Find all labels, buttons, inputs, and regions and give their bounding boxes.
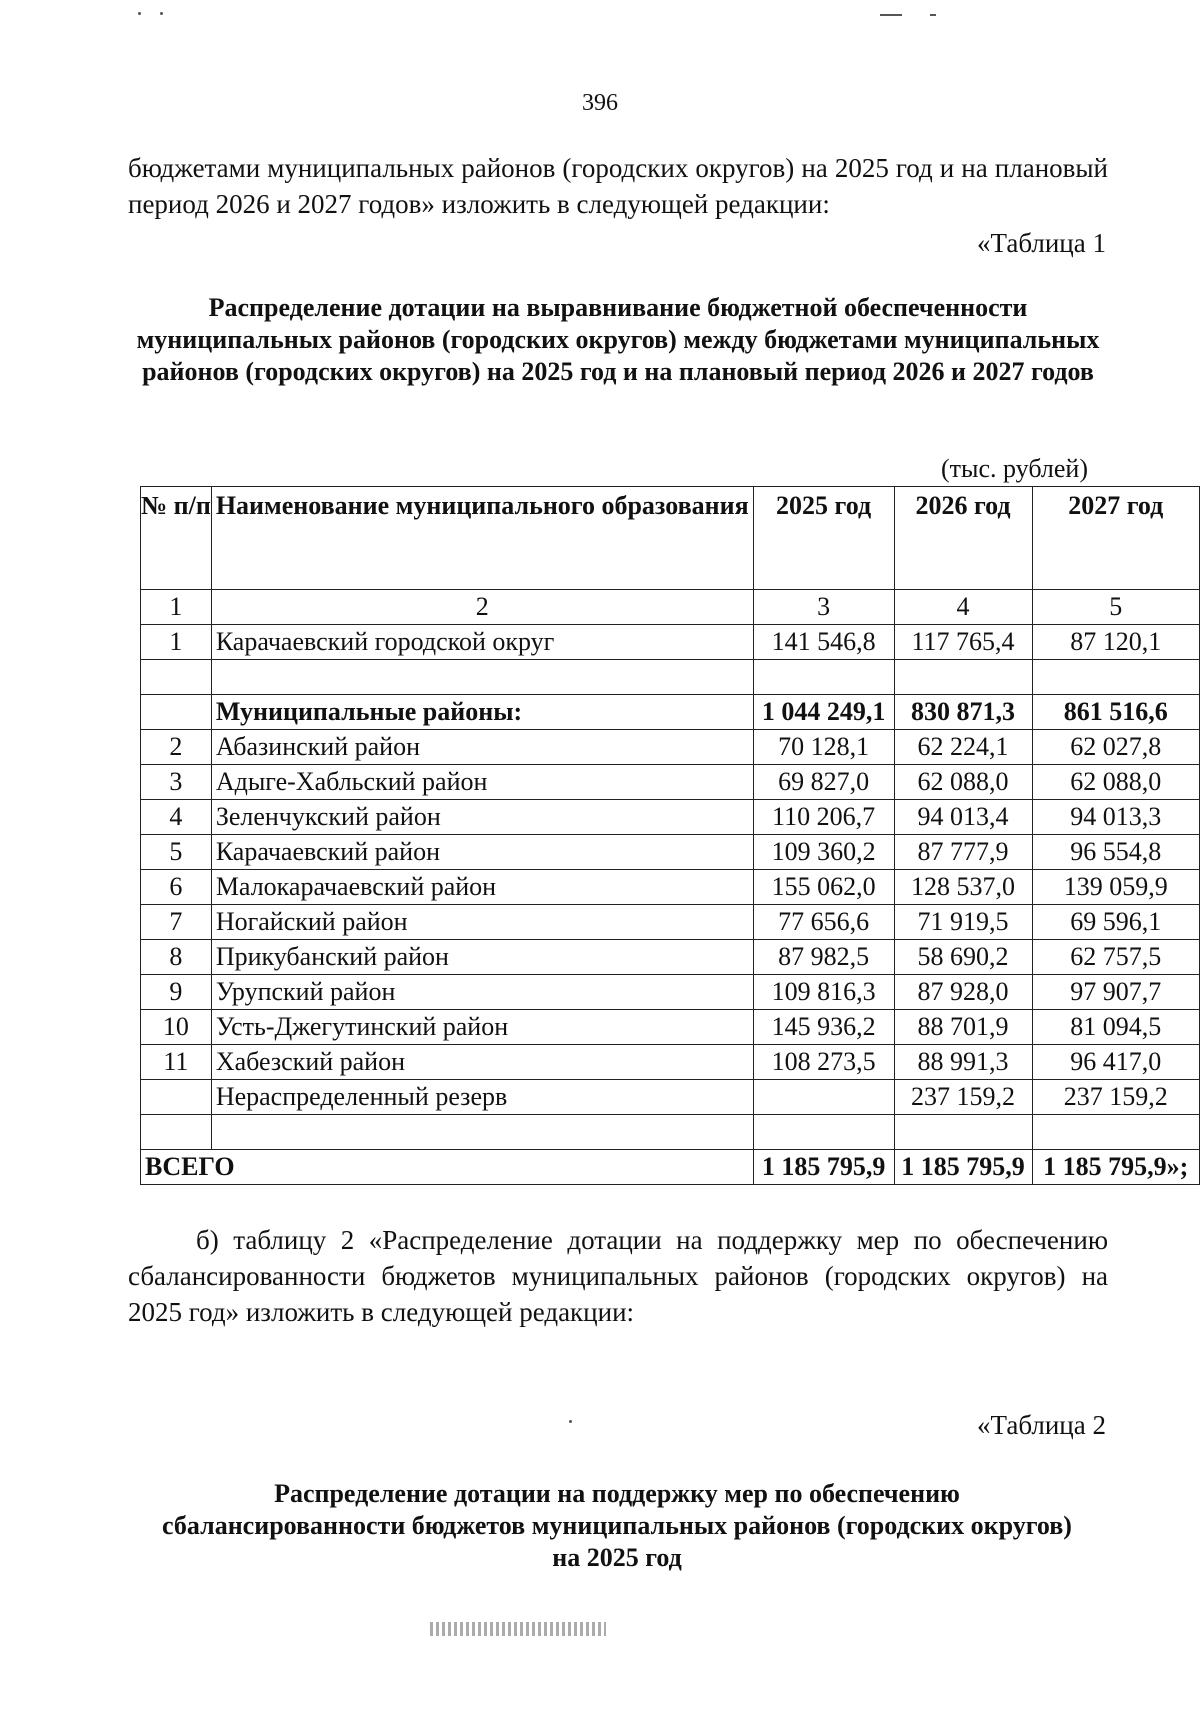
row-num: 9	[141, 975, 212, 1010]
table-row	[141, 1045, 1200, 1080]
row-2027: 96 554,8	[1032, 835, 1199, 870]
row-2025: 155 062,0	[753, 870, 894, 905]
row-2025	[753, 1080, 894, 1115]
header-2025: 2025 год	[753, 487, 894, 590]
total-2025: 1 185 795,9	[753, 1150, 894, 1185]
table1-index-row	[141, 590, 1200, 625]
scan-speck	[160, 12, 163, 15]
table-row	[141, 940, 1200, 975]
row-num: 3	[141, 765, 212, 800]
table-row-subtotal	[141, 695, 1200, 730]
table2-ref: «Таблица 2	[977, 1410, 1106, 1440]
row-2027: 94 013,3	[1032, 800, 1199, 835]
header-name: Наименование муниципального образования	[211, 487, 753, 590]
table1-title: Распределение дотации на выравнивание бюджетной обеспеченности муниципальных районов (городских округов) между бюджетами муниципальных районов (городских округов) на 2025 год и на плановый период 2026 и 2027 годов	[136, 293, 1100, 386]
table-row	[141, 765, 1200, 800]
row-name: Ногайский район	[211, 905, 753, 940]
table1-header-row	[141, 487, 1200, 590]
row-name: Урупский район	[211, 975, 753, 1010]
row-name: Муниципальные районы:	[211, 695, 753, 730]
row-name: Малокарачаевский район	[211, 870, 753, 905]
row-2027: 62 088,0	[1032, 765, 1199, 800]
row-2025: 108 273,5	[753, 1045, 894, 1080]
row-2026: 62 088,0	[894, 765, 1032, 800]
row-2027: 87 120,1	[1032, 625, 1199, 660]
row-2027: 237 159,2	[1032, 1080, 1199, 1115]
scan-speck	[880, 14, 902, 16]
row-2027: 96 417,0	[1032, 1045, 1199, 1080]
row-2027: 69 596,1	[1032, 905, 1199, 940]
row-2026: 94 013,4	[894, 800, 1032, 835]
row-num	[141, 695, 212, 730]
row-num: 1	[141, 625, 212, 660]
table-row	[141, 905, 1200, 940]
row-2025: 110 206,7	[753, 800, 894, 835]
column-index: 1	[141, 590, 212, 625]
column-index: 4	[894, 590, 1032, 625]
row-2027: 861 516,6	[1032, 695, 1199, 730]
row-name: Абазинский район	[211, 730, 753, 765]
row-num: 5	[141, 835, 212, 870]
total-label: ВСЕГО	[141, 1150, 754, 1185]
intro-paragraph: бюджетами муниципальных районов (городских округов) на 2025 год и на плановый период 2026 и 2027 годов» изложить в следующей редакции:	[128, 153, 1108, 219]
empty-row	[141, 660, 1200, 695]
row-2026: 88 701,9	[894, 1010, 1032, 1045]
row-2027: 81 094,5	[1032, 1010, 1199, 1045]
row-2026: 87 777,9	[894, 835, 1032, 870]
row-2026: 58 690,2	[894, 940, 1032, 975]
table-row	[141, 1080, 1200, 1115]
row-2026: 830 871,3	[894, 695, 1032, 730]
row-2025: 1 044 249,1	[753, 695, 894, 730]
row-2026: 88 991,3	[894, 1045, 1032, 1080]
header-2026: 2026 год	[894, 487, 1032, 590]
row-2025: 109 816,3	[753, 975, 894, 1010]
row-2026: 87 928,0	[894, 975, 1032, 1010]
table-row	[141, 835, 1200, 870]
table2-title: Распределение дотации на поддержку мер по обеспечению сбалансированности бюджетов муниципальных районов (городских округов) на 2025 год	[162, 1479, 1072, 1572]
table-row	[141, 975, 1200, 1010]
scan-speck	[569, 1420, 572, 1423]
row-name: Прикубанский район	[211, 940, 753, 975]
row-2027: 139 059,9	[1032, 870, 1199, 905]
empty-row	[141, 1115, 1200, 1150]
table-row	[141, 730, 1200, 765]
row-2025: 145 936,2	[753, 1010, 894, 1045]
paragraph-b: б) таблицу 2 «Распределение дотации на поддержку мер по обеспечению сбалансированности бюджетов муниципальных районов (городских округов) на 2025 год» изложить в следующей редакции:	[128, 1225, 1108, 1327]
table1-ref: «Таблица 1	[977, 228, 1106, 258]
row-2025: 77 656,6	[753, 905, 894, 940]
page-number: 396	[582, 90, 618, 116]
row-name: Зеленчукский район	[211, 800, 753, 835]
row-2027: 62 757,5	[1032, 940, 1199, 975]
scan-speck	[138, 12, 141, 15]
column-index: 5	[1032, 590, 1199, 625]
table1-units: (тыс. рублей)	[940, 454, 1088, 483]
table-row	[141, 625, 1200, 660]
row-name: Нераспределенный резерв	[211, 1080, 753, 1115]
scan-smudge	[430, 1622, 606, 1636]
total-2027: 1 185 795,9»;	[1032, 1150, 1199, 1185]
row-name: Карачаевский городской округ	[211, 625, 753, 660]
row-name: Хабезский район	[211, 1045, 753, 1080]
scan-speck	[930, 14, 936, 16]
row-2027: 97 907,7	[1032, 975, 1199, 1010]
row-2025: 70 128,1	[753, 730, 894, 765]
row-2025: 109 360,2	[753, 835, 894, 870]
table-row	[141, 870, 1200, 905]
row-2025: 87 982,5	[753, 940, 894, 975]
row-num: 2	[141, 730, 212, 765]
row-num: 6	[141, 870, 212, 905]
row-num: 8	[141, 940, 212, 975]
row-2026: 237 159,2	[894, 1080, 1032, 1115]
column-index: 2	[211, 590, 753, 625]
row-2026: 71 919,5	[894, 905, 1032, 940]
header-2027: 2027 год	[1032, 487, 1199, 590]
row-num: 11	[141, 1045, 212, 1080]
header-num: № п/п	[141, 487, 212, 590]
table-row	[141, 1010, 1200, 1045]
table-row	[141, 800, 1200, 835]
column-index: 3	[753, 590, 894, 625]
table1	[140, 486, 1200, 1185]
row-name: Карачаевский район	[211, 835, 753, 870]
row-2026: 62 224,1	[894, 730, 1032, 765]
row-num	[141, 1080, 212, 1115]
row-2027: 62 027,8	[1032, 730, 1199, 765]
row-2026: 117 765,4	[894, 625, 1032, 660]
total-2026: 1 185 795,9	[894, 1150, 1032, 1185]
row-name: Адыге-Хабльский район	[211, 765, 753, 800]
row-2026: 128 537,0	[894, 870, 1032, 905]
row-name: Усть-Джегутинский район	[211, 1010, 753, 1045]
row-2025: 141 546,8	[753, 625, 894, 660]
row-num: 4	[141, 800, 212, 835]
row-num: 10	[141, 1010, 212, 1045]
row-2025: 69 827,0	[753, 765, 894, 800]
row-num: 7	[141, 905, 212, 940]
table-total-row	[141, 1150, 1200, 1185]
